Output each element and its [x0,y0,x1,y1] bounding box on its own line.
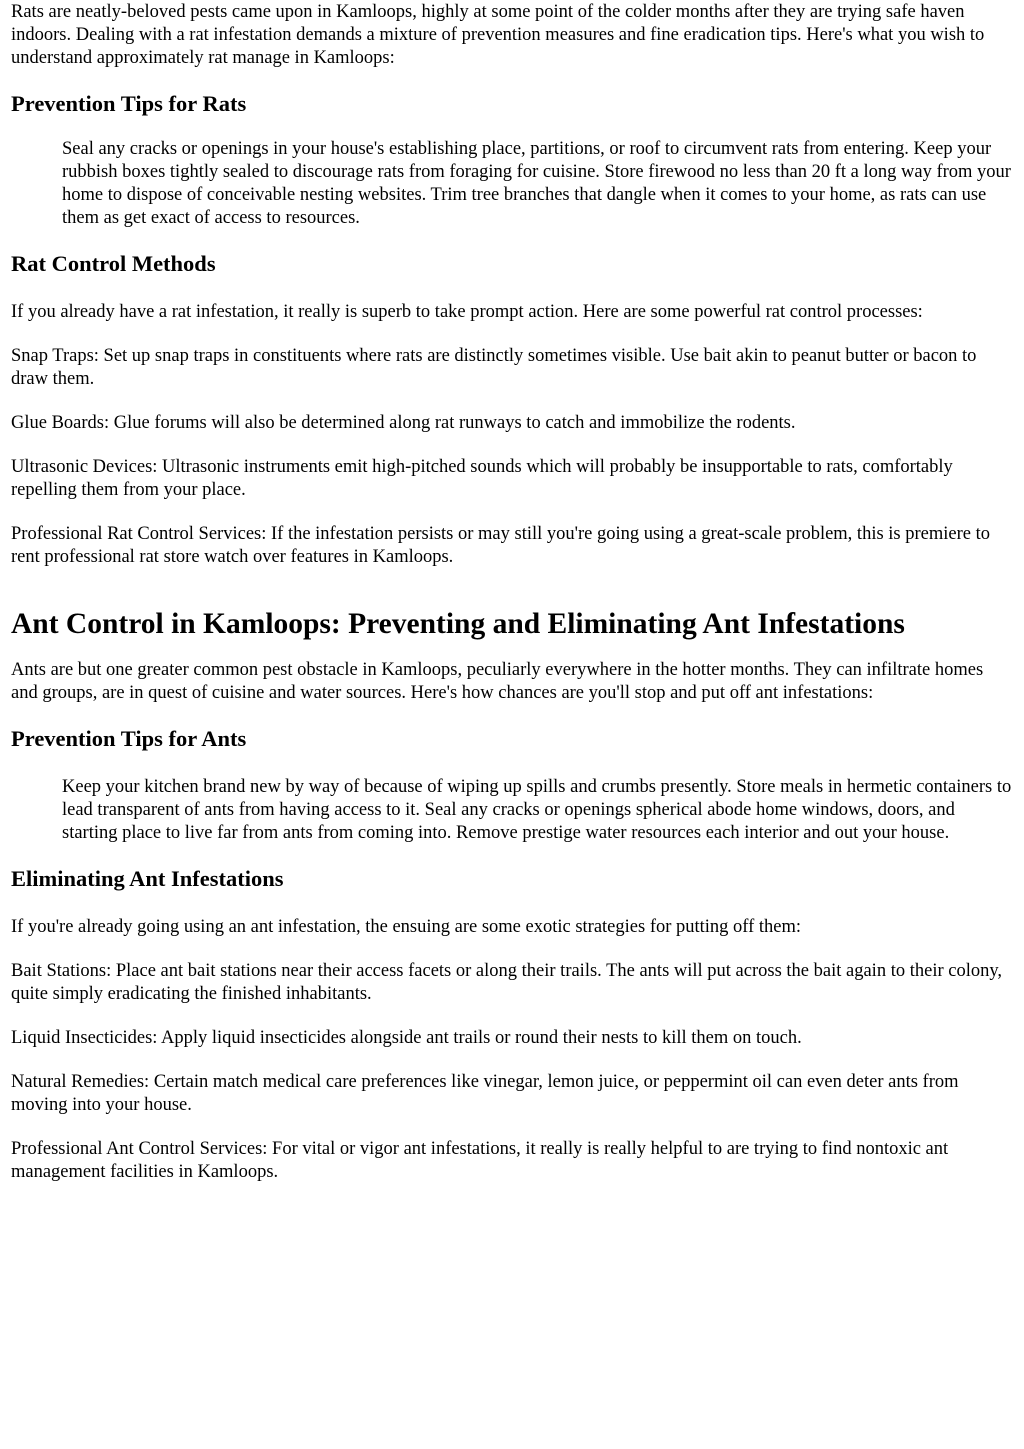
ants-prevention-quote: Keep your kitchen brand new by way of because of wiping up spills and crumbs presently. Store meals in hermetic containers to lead transparent of ants from having access to it. Seal any cracks or openings spherical abode home windows, doors, and starting place to live far from ants from coming into. Remove prestige water resources each interior and out your house. [62,777,1012,843]
ants-method-item: Professional Ant Control Services: For vital or vigor ant infestations, it really is really helpful to are trying to find nontoxic ant management facilities in Kamloops. [11,1139,949,1182]
rats-prevention-quote: Seal any cracks or openings in your house's establishing place, partitions, or roof to circumvent rats from entering. Keep your rubbish boxes tightly sealed to discourage rats from foraging for cuisine. Store firewood no less than 20 ft a long way from your home to dispose of conceivable nesting websites. Trim tree branches that dangle when it comes to your home, as rats can use them as get exact of access to resources. [62,139,1011,228]
rats-method-item: Professional Rat Control Services: If the infestation persists or may still you're going using a great-scale problem, this is premiere to rent professional rat store watch over features in Kamloops. [11,524,991,567]
rats-methods-heading: Rat Control Methods [11,251,216,276]
rats-methods-intro: If you already have a rat infestation, it really is superb to take prompt action. Here are some powerful rat control processes: [11,302,923,322]
ants-eliminating-heading: Eliminating Ant Infestations [11,866,284,891]
ants-prevention-heading: Prevention Tips for Ants [11,726,247,751]
rats-intro-paragraph: Rats are neatly-beloved pests came upon in Kamloops, highly at some point of the colder months after they are trying safe haven indoors. Dealing with a rat infestation demands a mixture of prevention measures and fine eradication tips. Here's what you wish to understand approximately rat manage in Kamloops: [11,2,985,68]
ants-method-item: Bait Stations: Place ant bait stations near their access facets or along their trails. The ants will put across the bait again to their colony, quite simply eradicating the finished inhabitants. [11,961,1003,1004]
rats-method-item: Snap Traps: Set up snap traps in constituents where rats are distinctly sometimes visible. Use bait akin to peanut butter or bacon to draw them. [11,346,977,389]
ants-section-title: Ant Control in Kamloops: Preventing and Eliminating Ant Infestations [11,608,905,640]
ants-method-item: Liquid Insecticides: Apply liquid insecticides alongside ant trails or round their nests to kill them on touch. [11,1028,802,1048]
ants-eliminating-intro: If you're already going using an ant infestation, the ensuing are some exotic strategies for putting off them: [11,917,802,937]
rats-method-item: Ultrasonic Devices: Ultrasonic instruments emit high-pitched sounds which will probably be insupportable to rats, comfortably repelling them from your place. [11,457,953,500]
ants-intro-paragraph: Ants are but one greater common pest obstacle in Kamloops, peculiarly everywhere in the hotter months. They can infiltrate homes and groups, are in quest of cuisine and water sources. Here's how chances are you'll stop and put off ant infestations: [11,660,984,703]
rats-prevention-heading: Prevention Tips for Rats [11,91,247,116]
ants-method-item: Natural Remedies: Certain match medical care preferences like vinegar, lemon juice, or peppermint oil can even deter ants from moving into your house. [11,1072,959,1115]
article [0,1,1024,1184]
rats-method-item: Glue Boards: Glue forums will also be determined along rat runways to catch and immobilize the rodents. [11,413,796,433]
